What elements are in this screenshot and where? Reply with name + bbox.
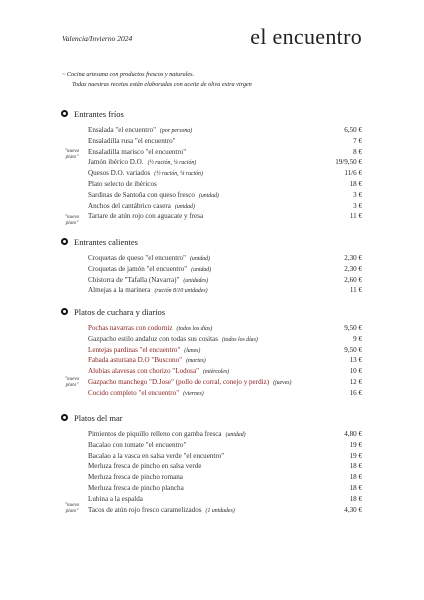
menu-item: Lentejas pardinas "el encuentro" (lunes) 9,50 € xyxy=(88,345,362,354)
bullet-icon xyxy=(61,308,68,315)
menu-item: Cocido completo "el encuentro" (viernes) 16 € xyxy=(88,388,362,397)
intro-text xyxy=(62,70,252,89)
section-title: Entrantes fríos xyxy=(62,108,362,120)
section-entrantes-frios xyxy=(62,108,362,226)
menu-item: Ensaladilla marisco "el encuentro" 8 € xyxy=(88,147,362,156)
menu-item: Gazpacho estilo andaluz con todas sus cositas (todos los días) 9 € xyxy=(88,334,362,343)
menu-item: Bacalao a la vasca en salsa verde "el encuentro" 19 € xyxy=(88,451,362,460)
bullet-icon xyxy=(61,414,68,421)
menu-item: Merluza fresca de pincho en salsa verde 18 € xyxy=(88,462,362,471)
menu-item: Gazpacho manchego "D.Jose" (pollo de corral, conejo y perdiz) (jueves) 12 € xyxy=(88,377,362,386)
nuevo-plato-label: "nuevo plato" xyxy=(64,502,80,514)
menu-item: Sardinas de Santoña con queso fresco (unidad) 3 € xyxy=(88,190,362,199)
menu-item: Pimientos de piquillo relleno con gamba fresca (unidad) 4,80 € xyxy=(88,430,362,438)
menu-item: Quesos D.O. variados (½ ración, ¼ ración) 11/6 € xyxy=(88,169,362,178)
menu-item: Fabada asturiana D.O "Buscono" (martes) 13 € xyxy=(88,356,362,365)
menu-item: Almejas a la marinera (ración 8/10 unidades) 11 € xyxy=(88,286,362,295)
menu-item: Tacos de atún rojo fresco caramelizados (1 unidades) 4,30 € xyxy=(88,505,362,514)
nuevo-plato-label: "nuevo plato" xyxy=(64,148,80,160)
intro-line-2: Todas nuestras recetas están elaboradas con aceite de oliva extra virgen xyxy=(72,80,252,88)
nuevo-plato-label: "nuevo plato" xyxy=(64,376,80,388)
menu-item: Plato selecto de ibéricos 18 € xyxy=(88,179,362,188)
menu-header xyxy=(0,24,424,54)
section-platos-cuchara xyxy=(62,306,362,399)
section-platos-del-mar xyxy=(62,412,362,515)
section-entrantes-calientes xyxy=(62,236,362,296)
restaurant-logo: el encuentro xyxy=(250,24,362,49)
menu-item: Pochas navarras con codorniz (todos los días) 9,50 € xyxy=(88,324,362,332)
menu-item: Lubina a la espalda 18 € xyxy=(88,494,362,503)
menu-item: Ensalada "el encuentro" (por persona) 6,50 € xyxy=(88,126,362,134)
season-label: Valencia/Invierno 2024 xyxy=(62,34,133,43)
menu-item: Chistorra de "Tafalla (Navarra)" (unidades) 2,60 € xyxy=(88,275,362,284)
menu-item: Croquetas de jamón "el encuentro" (unidad) 2,30 € xyxy=(88,264,362,273)
bullet-icon xyxy=(61,238,68,245)
menu-item: Tartare de atún rojo con aguacate y fresa 11 € xyxy=(88,212,362,221)
menu-item: Merluza fresca de pincho romana 18 € xyxy=(88,473,362,482)
menu-item: Ensaladilla rusa "el encuentro" 7 € xyxy=(88,136,362,145)
menu-item: Bacalao con tomate "el encuentro" 19 € xyxy=(88,440,362,449)
menu-item: Merluza fresca de pincho plancha 18 € xyxy=(88,483,362,492)
section-title: Platos de cuchara y diarios xyxy=(62,306,362,318)
menu-item: Alubias alavesas con chorizo "Lodosa" (miércoles) 10 € xyxy=(88,367,362,376)
section-title: Platos del mar xyxy=(62,412,362,424)
intro-line-1: ~ Cocina artesana con productos frescos y naturales. xyxy=(62,71,195,78)
bullet-icon xyxy=(61,110,68,117)
menu-item: Croquetas de queso "el encuentro" (unidad) 2,30 € xyxy=(88,254,362,262)
menu-item: Jamón ibérico D.O. (½ ración, ¼ ración) 19/9,50 € xyxy=(88,158,362,167)
menu-item: Anchos del cantábrico casera (unidad) 3 € xyxy=(88,201,362,210)
section-title: Entrantes calientes xyxy=(62,236,362,248)
nuevo-plato-label: "nuevo plato" xyxy=(64,214,80,226)
